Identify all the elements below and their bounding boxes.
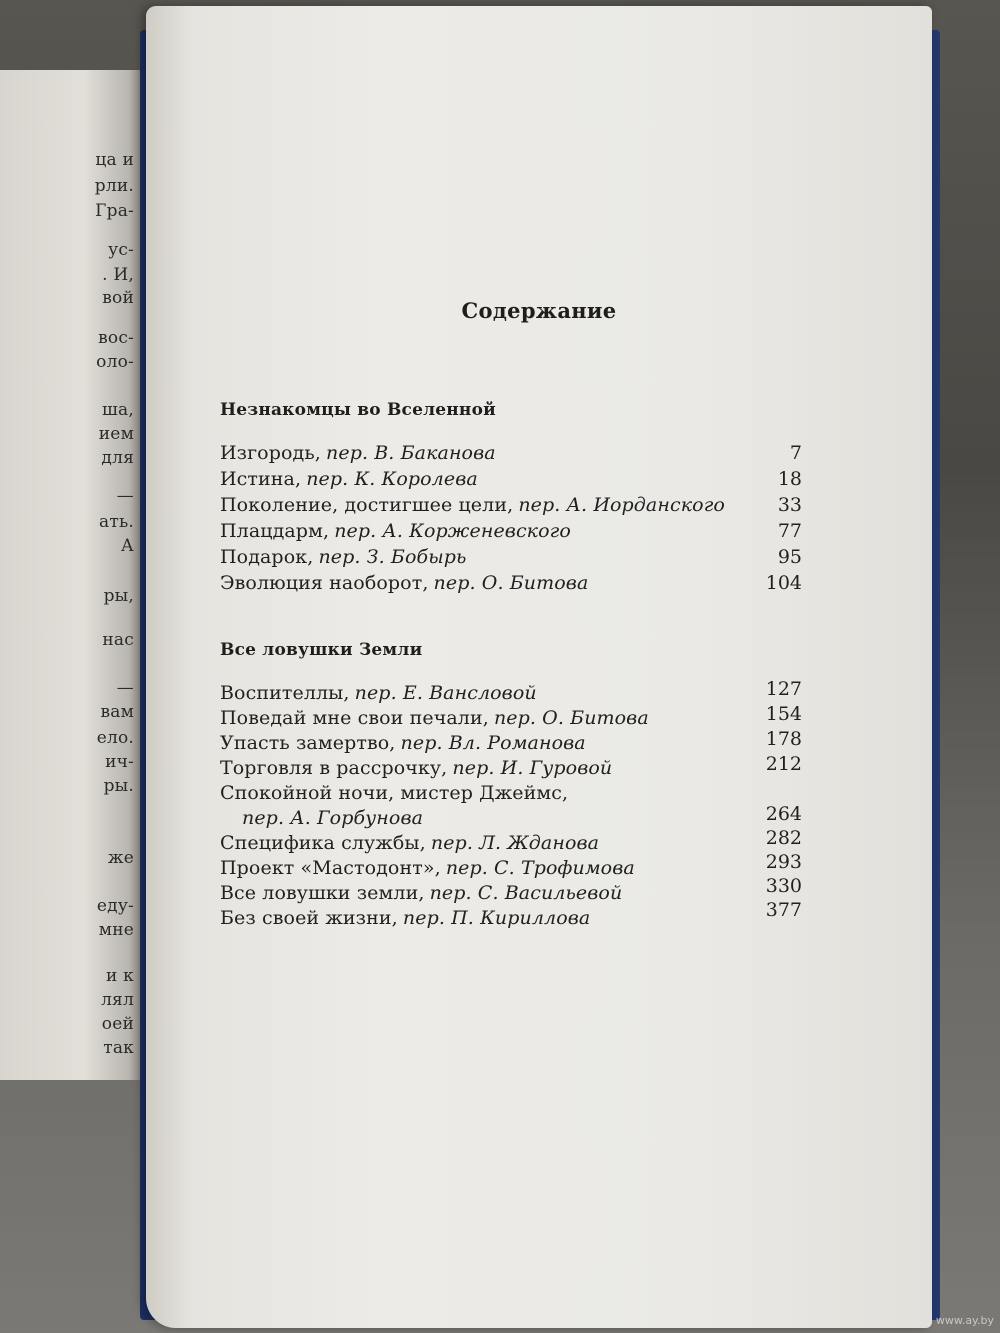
section-heading: Незнакомцы во Вселенной xyxy=(220,400,496,420)
toc-entry xyxy=(220,832,800,858)
translator: пер. О. Битова xyxy=(433,572,589,594)
left-text-line: ать. xyxy=(99,512,134,532)
left-text-line: ием xyxy=(98,424,134,444)
left-text-line: же xyxy=(107,848,134,868)
page-number: 212 xyxy=(765,753,802,775)
left-page xyxy=(0,70,140,1080)
page-number: 7 xyxy=(789,442,802,464)
story-title: Специфика службы, xyxy=(220,832,426,854)
translator: пер. П. Кириллова xyxy=(402,907,591,929)
translator: пер. С. Васильевой xyxy=(429,882,623,904)
page-title: Содержание xyxy=(461,298,617,323)
story-title: Эволюция наоборот, xyxy=(220,572,429,594)
toc-entry xyxy=(220,468,800,494)
page-number: 77 xyxy=(777,520,802,542)
page-number: 282 xyxy=(765,827,802,849)
story-title: Без своей жизни, xyxy=(220,907,398,929)
toc-entry xyxy=(242,807,822,833)
toc-entry xyxy=(220,442,800,468)
toc-entry xyxy=(220,882,800,908)
toc-entry xyxy=(220,707,800,733)
left-text-line: оей xyxy=(101,1014,134,1034)
left-text-line: оло- xyxy=(96,352,134,372)
page-number: 154 xyxy=(765,703,802,725)
toc-entry xyxy=(220,520,800,546)
story-title: Поколение, достигшее цели, xyxy=(220,494,514,516)
left-text-line: лял xyxy=(101,990,134,1010)
page-number: 95 xyxy=(777,546,802,568)
translator: пер. З. Бобырь xyxy=(318,546,467,568)
story-title: Воспителлы, xyxy=(220,682,350,704)
left-text-line: нас xyxy=(102,630,134,650)
left-text-line: ич- xyxy=(105,752,134,772)
translator: пер. С. Трофимова xyxy=(445,857,635,879)
story-title: Подарок, xyxy=(220,546,314,568)
left-text-line: А xyxy=(120,536,134,556)
left-text-line: ус- xyxy=(108,240,134,260)
left-text-line: для xyxy=(101,448,134,468)
left-text-line: вой xyxy=(102,288,134,308)
story-title: Все ловушки земли, xyxy=(220,882,425,904)
left-text-line: ры, xyxy=(103,586,134,606)
translator: пер. О. Битова xyxy=(493,707,649,729)
page-number: 330 xyxy=(765,875,802,897)
toc-entry xyxy=(220,572,800,598)
page-number: 377 xyxy=(765,899,802,921)
toc-entry xyxy=(220,732,800,758)
left-text-line: так xyxy=(103,1038,134,1058)
translator: пер. Вл. Романова xyxy=(400,732,586,754)
story-title: Плацдарм, xyxy=(220,520,330,542)
story-title: Спокойной ночи, мистер Джеймс, xyxy=(220,782,569,804)
translator: пер. А. Горбунова xyxy=(242,807,424,829)
left-text-line: и к xyxy=(106,966,134,986)
section-heading: Все ловушки Земли xyxy=(220,640,423,660)
story-title: Упасть замертво, xyxy=(220,732,396,754)
left-text-line: — xyxy=(116,678,134,698)
toc-entry xyxy=(220,546,800,572)
toc-entry xyxy=(220,782,800,808)
toc-entry xyxy=(220,757,800,783)
toc-entry xyxy=(220,907,800,933)
story-title: Проект «Мастодонт», xyxy=(220,857,441,879)
translator: пер. В. Баканова xyxy=(326,442,496,464)
watermark: www.ay.by xyxy=(935,1314,994,1327)
page-number: 104 xyxy=(765,572,802,594)
translator: пер. И. Гуровой xyxy=(452,757,613,779)
left-text-line: вам xyxy=(100,702,134,722)
page-number: 18 xyxy=(777,468,802,490)
story-title: Торговля в рассрочку, xyxy=(220,757,448,779)
contents-page xyxy=(146,6,932,1328)
left-text-line: ры. xyxy=(103,776,134,796)
translator: пер. Л. Жданова xyxy=(430,832,600,854)
left-text-line: Гра- xyxy=(95,201,134,221)
page-number: 293 xyxy=(765,851,802,873)
left-text-line: — xyxy=(116,486,134,506)
translator: пер. А. Корженевского xyxy=(334,520,571,542)
left-text-line: ца и xyxy=(95,150,134,170)
translator: пер. А. Иорданского xyxy=(518,494,725,516)
translator: пер. Е. Вансловой xyxy=(354,682,537,704)
left-text-line: . И, xyxy=(102,265,134,285)
page-number: 264 xyxy=(765,803,802,825)
story-title: Поведай мне свои печали, xyxy=(220,707,489,729)
toc-entry xyxy=(220,857,800,883)
page-number: 127 xyxy=(765,678,802,700)
page-number: 178 xyxy=(765,728,802,750)
page-number: 33 xyxy=(777,494,802,516)
left-text-line: ело. xyxy=(96,728,134,748)
story-title: Истина, xyxy=(220,468,302,490)
left-text-line: вос- xyxy=(98,328,134,348)
left-text-line: мне xyxy=(98,920,134,940)
toc-entry xyxy=(220,494,800,520)
left-text-line: еду- xyxy=(96,896,134,916)
toc-entry xyxy=(220,682,800,708)
left-text-line: рли. xyxy=(94,176,134,196)
story-title: Изгородь, xyxy=(220,442,321,464)
left-text-line: ша, xyxy=(102,400,134,420)
translator: пер. К. Королева xyxy=(306,468,478,490)
